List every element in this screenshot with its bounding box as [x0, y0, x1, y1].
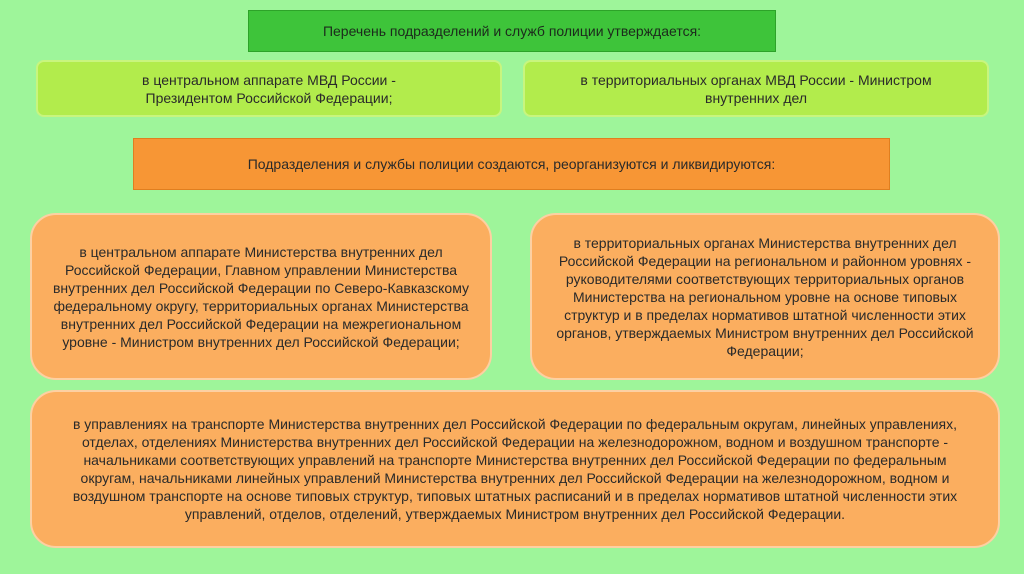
title-text: Перечень подразделений и служб полиции утверждается:: [322, 23, 702, 39]
approval-central-text: в центральном аппарате МВД России - Президентом Российской Федерации;: [142, 71, 396, 106]
title-box: [248, 10, 776, 52]
creation-transport-box: [30, 390, 1000, 548]
creation-central-text: в центральном аппарате Министерства внутренних дел Российской Федерации, Главном управлении Министерства внутренних дел Российской Федерации по Северо-Кавказскому федеральному округу, территориальных органах Министерства внутренних дел Российской Федерации на межрегиональном уровне - Министром внутренних дел Российской Федерации;: [52, 243, 469, 350]
creation-header-text: Подразделения и службы полиции создаются, реорганизуются и ликвидируются:: [247, 156, 776, 172]
approval-territorial-box: [523, 60, 989, 117]
creation-transport-text: в управлениях на транспорте Министерства внутренних дел Российской Федерации по федеральным округам, линейных управлениях, отделах, отделениях Министерства внутренних дел Российской Федерации на железнодорожном, водном и воздушном транспорте - начальниками соответствующих управлений на транспорте Министерства внутренних дел Российской Федерации по федеральным округам, начальниками линейных управлений Министерства внутренних дел Российской Федерации на железнодорожном, водном и воздушном транспорте на основе типовых структур, типовых штатных расписаний и в пределах нормативов штатной численности этих управлений, отделов, отделений, утверждаемых Министром внутренних дел Российской Федерации.: [72, 416, 958, 522]
approval-territorial-text: в территориальных органах МВД России - Министром внутренних дел: [580, 71, 932, 106]
creation-territorial-box: [530, 213, 1000, 380]
creation-header-box: [133, 138, 890, 190]
creation-central-box: [30, 213, 492, 380]
creation-territorial-text: в территориальных органах Министерства внутренних дел Российской Федерации на региональном и районном уровнях - руководителями соответствующих территориальных органов Министерства на региональном уровне на основе типовых структур и в пределах нормативов штатной численности этих органов, утверждаемых Министром внутренних дел Российской Федерации;: [556, 234, 974, 359]
approval-central-box: [36, 60, 502, 117]
